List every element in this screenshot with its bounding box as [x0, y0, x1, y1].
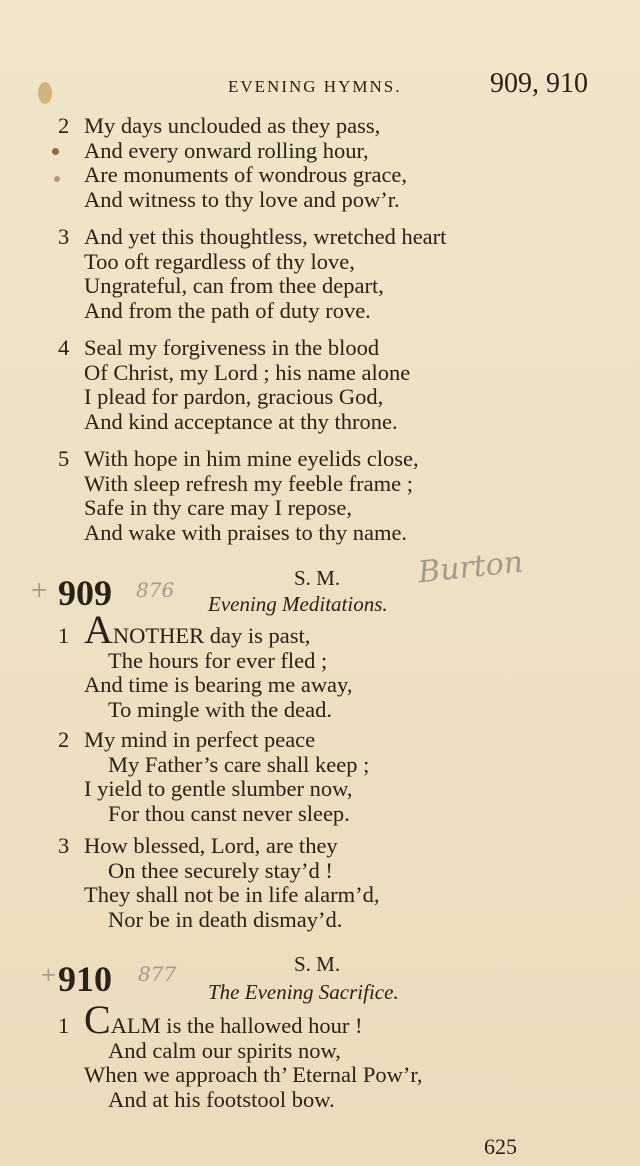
- hymn-title: Evening Meditations.: [208, 592, 388, 616]
- verse-line: 4 Seal my forgiveness in the blood: [58, 335, 380, 360]
- stanza-number: 3: [58, 224, 70, 249]
- drop-cap: C: [84, 997, 111, 1042]
- stanza-number: 4: [58, 335, 70, 360]
- stanza-number: 1: [58, 1013, 70, 1038]
- page-number: 625: [484, 1134, 517, 1159]
- verse-line: For thou canst never sleep.: [108, 800, 350, 826]
- pencil-mark: +: [30, 578, 49, 603]
- verse-line: They shall not be in life alarm’d,: [84, 882, 380, 907]
- verse-line: And from the path of duty rove.: [84, 297, 371, 323]
- stanza: [58, 834, 380, 932]
- hymn-number: 909: [58, 573, 112, 613]
- stanza-number: 3: [58, 833, 70, 858]
- verse-line: And witness to thy love and pow’r.: [84, 186, 400, 212]
- stanza: [58, 728, 369, 826]
- verse-line: And at his footstool bow.: [108, 1086, 335, 1112]
- drop-cap: A: [84, 607, 113, 652]
- verse-line: On thee securely stay’d !: [108, 857, 333, 883]
- verse-line: Safe in thy care may I repose,: [84, 495, 353, 520]
- verse-line: 2 My days unclouded as they pass,: [58, 113, 381, 138]
- pencil-annotation: Burton: [416, 544, 525, 591]
- stanza: [58, 447, 419, 545]
- verse-line: 5 With hope in him mine eyelids close,: [58, 446, 419, 471]
- stanza-number: 2: [58, 113, 70, 138]
- verse-line: 2 My mind in perfect peace: [58, 727, 316, 752]
- verse-line: My Father’s care shall keep ;: [108, 751, 370, 777]
- verse-line: 1 ANOTHER day is past,: [58, 607, 311, 652]
- meter-label: S. M.: [294, 952, 341, 976]
- stanza: [58, 336, 410, 434]
- foxing-stain: [38, 82, 52, 104]
- verse-line: Ungrateful, can from thee depart,: [84, 273, 384, 298]
- pencil-annotation: 877: [138, 962, 177, 986]
- verse-line: And wake with praises to thy name.: [84, 519, 408, 545]
- verse-line: With sleep refresh my feeble frame ;: [84, 470, 413, 496]
- verse-line: And every onward rolling hour,: [84, 137, 369, 163]
- header-hymn-numbers: 909, 910: [490, 68, 588, 99]
- verse-line: When we approach th’ Eternal Pow’r,: [84, 1062, 423, 1087]
- verse-line: Nor be in death dismay’d.: [108, 906, 343, 932]
- verse-line: And calm our spirits now,: [108, 1037, 341, 1063]
- stanza-number: 2: [58, 727, 70, 752]
- hymn-number: 910: [58, 959, 112, 999]
- pencil-annotation: 876: [136, 578, 175, 602]
- verse-line: 3 And yet this thoughtless, wretched heart: [58, 224, 447, 249]
- stanza: [58, 225, 446, 323]
- pencil-mark: +: [40, 962, 57, 986]
- stanza-number: 5: [58, 446, 70, 471]
- verse-line: I yield to gentle slumber now,: [84, 776, 353, 801]
- stanza-number: 1: [58, 623, 70, 648]
- verse-line: 3 How blessed, Lord, are they: [58, 833, 338, 858]
- running-header: EVENING HYMNS.: [228, 77, 402, 96]
- stanza: [58, 114, 407, 212]
- hymn-title: The Evening Sacrifice.: [208, 980, 399, 1004]
- verse-line: Too oft regardless of thy love,: [84, 248, 355, 274]
- verse-line: And time is bearing me away,: [84, 672, 353, 697]
- verse-line: Are monuments of wondrous grace,: [84, 162, 408, 187]
- verse-line: And kind acceptance at thy throne.: [84, 408, 398, 434]
- verse-line: I plead for pardon, gracious God,: [84, 384, 384, 409]
- stanza: [58, 997, 423, 1112]
- verse-line: Of Christ, my Lord ; his name alone: [84, 359, 411, 385]
- meter-label: S. M.: [294, 566, 341, 590]
- stanza: [58, 607, 353, 722]
- verse-line: 1 CALM is the hallowed hour !: [58, 997, 363, 1042]
- verse-line: To mingle with the dead.: [108, 696, 333, 722]
- verse-line: The hours for ever fled ;: [108, 647, 328, 673]
